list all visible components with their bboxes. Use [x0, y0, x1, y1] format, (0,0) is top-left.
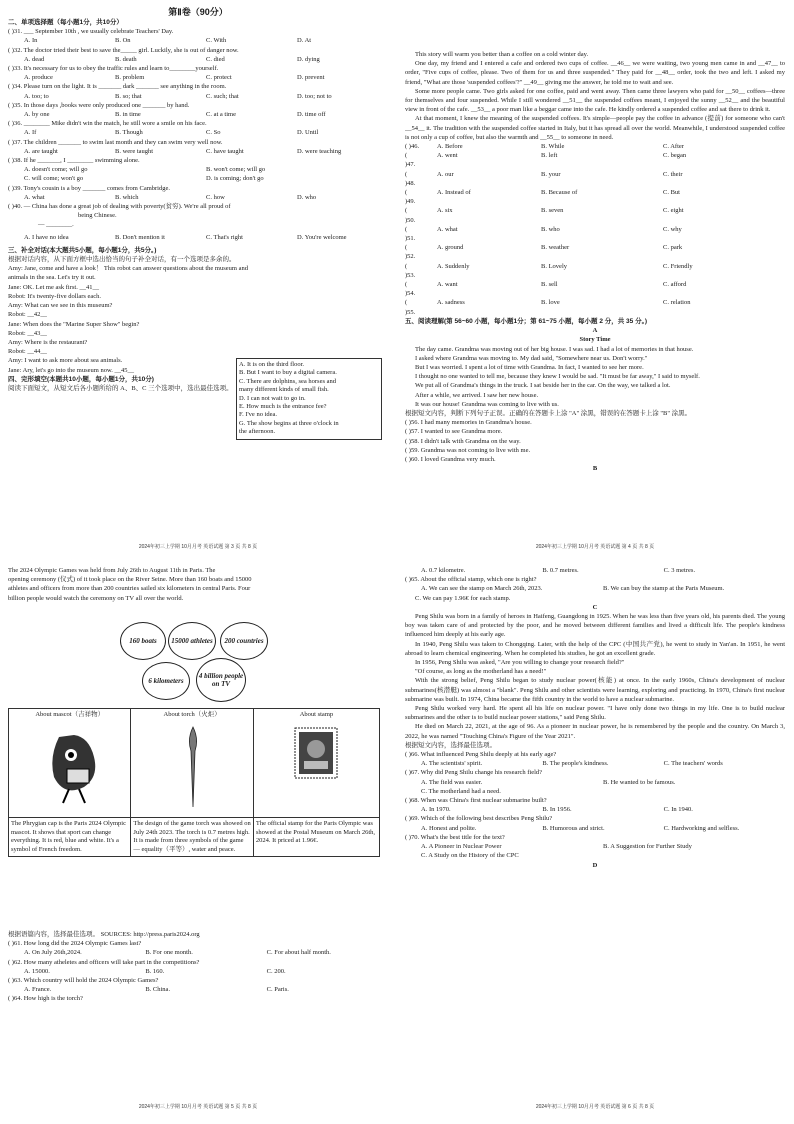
intro-line: billion people would watch the ceremony on TV all over the world. — [8, 594, 184, 602]
passage-paragraph: This story will warm you better than a coffee on a cold winter day. — [415, 51, 589, 58]
question-63: ( )63. Which country will hold the 2024 Olympic Games? — [8, 977, 159, 985]
cloze-option-row: ( )53. A. Suddenly B. Lovely C. Friendly — [405, 262, 693, 279]
options-66: A. The scientists' spirit. B. The people's kindness. C. The teachers' words — [421, 760, 723, 768]
options-36: A. If B. Though C. So D. Until — [24, 129, 319, 137]
mascot-cell — [9, 709, 131, 818]
passage-paragraph: At that moment, I knew the meaning of the suspended coffees. It's simple—people pay the coffee in advance (提前) for someone who can't __54__ it. The tradition with the suspended coffee started in Italy, but it has spread all over the world. Meanwhile, I understood suspended coffee is not only a cup of coffee, but also the warmth and __55__ to someone in need. — [405, 115, 785, 141]
dialog-line: Amy: What can we see in this museum? — [8, 302, 113, 310]
cloze-option-row: ( )46. A. Before B. While C. After — [405, 143, 684, 151]
options-63: A. France. B. China. C. Paris. — [24, 986, 289, 994]
box-option: B. But I want to buy a digital camera. — [239, 369, 337, 377]
question-32: ( )32. The doctor tried their best to save the_____ girl. Luckily, she is out of danger now. — [8, 46, 239, 54]
mascot-text: The Phrygian cap is the Paris 2024 Olympic mascot. It shows that sport can change everything. It is red, blue and white. It's a symbol of French freedom. — [9, 818, 131, 857]
mascot-header: About mascot（吉祥物） — [35, 711, 105, 718]
story-paragraph: I asked where Grandma was moving to. My dad said, "Somewhere near us. Don't worry." — [415, 354, 648, 362]
story-paragraph: We put all of Grandma's things in the truck. I sat beside her in the car. On the way, we talked a lot. — [415, 382, 671, 390]
text-paragraph: Peng Shilu worked very hard. He spent all his life on nuclear power. "I have only done two things in my life. One is to build nuclear submarines and the other is to build nuclear power stations," said Peng Shilu. — [405, 705, 785, 722]
question-38: ( )38. If he _______, I ________ swimming alone. — [8, 157, 140, 165]
dialog-line: Amy: I want to ask more about sea animals. — [8, 357, 123, 365]
cloze-option-row: ( )49. A. Instead of B. Because of C. But — [405, 189, 680, 206]
page-footer: 2024年初三上学期 10月月考 英语试题 第 4 页 共 8 页 — [535, 543, 655, 550]
dialog-line: Amy: Where is the restaurant? — [8, 338, 88, 346]
page-footer: 2024年初三上学期 10月月考 英语试题 第 3 页 共 8 页 — [138, 543, 258, 550]
story-paragraph: After a while, we arrived. I saw her new house. — [415, 391, 539, 399]
page-footer: 2024年初三上学期 10月月考 英语试题 第 5 页 共 8 页 — [138, 1103, 258, 1110]
question-40-reply: — ________. — [38, 221, 74, 229]
question-37: ( )37. The children _______ to swim last month and they can swim very well now. — [8, 138, 223, 146]
section-4-heading: 四、完形填空(本题共10小题，每小题1分，共10分) — [8, 375, 154, 383]
question-36: ( )36. ________ Mike didn't win the match, he still wore a smile on his face. — [8, 120, 207, 128]
intro-line: The 2024 Olympic Games was held from July 26th to August 11th in Paris. The — [8, 567, 216, 574]
box-option: many different kinds of small fish. — [239, 386, 329, 394]
question-34: ( )34. Please turn on the light. It is _______ dark _______ see anything in the room. — [8, 83, 227, 91]
box-option: F. I've no idea. — [239, 411, 278, 419]
dialog-line: Robot: __43__ — [8, 329, 47, 337]
fact-circle-boats: 160 boats — [120, 622, 166, 660]
question-70: ( )70. What's the best title for the text? — [405, 833, 505, 841]
text-paragraph: "Of course, as long as the motherland has a need!" — [415, 668, 547, 676]
peng-shilu-text — [405, 612, 785, 741]
options-70: A. A Pioneer in Nuclear Power B. A Suggestion for Further Study — [421, 843, 692, 851]
part-a-label: A — [592, 327, 598, 335]
box-option: D. I can not wait to go in. — [239, 394, 306, 402]
text-paragraph: In 1940, Peng Shilu was taken to Chongqing. Later, with the help of the CPC (中国共产党), he went to study in Yan'an. In 1951, he went abroad to learn chemical engineering. When he completed his studies, he got an excellent grade. — [405, 640, 785, 657]
question-35: ( )35. In those days ,books were only produced one _______ by hand. — [8, 101, 190, 109]
part-b-label: B — [592, 465, 598, 473]
text-paragraph: With the strong belief, Peng Shilu began to study nuclear power(核能) at once. In the early 1960s, China's development of nuclear submarines(核潜艇) was almost a "blank". Peng Shilu and other scientists were learning, exploring and practicing. In 1970, China's first nuclear submarine was built. In 1974, China became the fifth country in the world to have a nuclear submarine. — [405, 677, 785, 703]
stamp-cell — [253, 709, 379, 818]
dialog-line: Amy: Jane, come and have a look！ This robot can answer questions about the museum and — [8, 265, 248, 273]
tf-question: ( )57. I wanted to see Grandma more. — [405, 428, 503, 436]
options-32: A. dead B. death C. died D. dying — [24, 55, 320, 63]
dialog-line: Jane: Ary, let's go into the museum now. __45__ — [8, 366, 134, 374]
section-3-heading: 三、补全对话(本大题共5小题，每小题1分，共5分。) — [8, 246, 157, 254]
dialog — [8, 264, 248, 374]
question-40-cont: being Chinese. — [78, 212, 117, 220]
options-61: A. On July 26th,2024. B. For one month. C. For about half month. — [24, 949, 331, 957]
options-62: A. 15000. B. 160. C. 200. — [24, 967, 286, 975]
question-64: ( )64. How high is the torch? — [8, 995, 83, 1003]
part-d-label: D — [592, 861, 598, 869]
options-38b: C. will come; won't go D. is coming; don't go — [24, 175, 264, 183]
options-38a: A. doesn't come; will go B. won't come; will go — [24, 166, 266, 174]
sources-line: 根据语篇内容，选择最佳选项。 SOURCES: http://press.paris2024.org — [8, 931, 200, 938]
paper-title: 第Ⅱ卷（90分） — [168, 7, 228, 17]
cloze-option-row: ( )55. A. sadness B. love C. relation — [405, 299, 691, 316]
torch-text: The design of the game torch was showed on July 24th 2023. The torch is 0.7 metres high. It is made from three symbols of the game — equality（平等）, water and peace. — [131, 818, 253, 857]
cloze-option-row: ( )50. A. six B. seven C. eight — [405, 207, 684, 224]
options-box — [236, 358, 382, 440]
fact-circle-countries: 200 countries — [220, 622, 268, 660]
story-title: Story Time — [579, 336, 611, 344]
question-62: ( )62. How many atheletes and officers will take part in the competitions? — [8, 958, 200, 966]
story-paragraph: The day came. Grandma was moving out of her big house. I was sad. I had a lot of memories in that house. — [415, 345, 694, 353]
section-5-heading: 五、阅读理解(第 56~60 小题，每小题1分；第 61~75 小题，每小题 2 分，共 35 分。) — [405, 317, 647, 325]
box-option: the afternoon. — [239, 428, 276, 436]
fact-circle-athletes: 15000 athletes — [168, 622, 216, 660]
section-2-heading: 二、单项选择题（每小题1分，共10分） — [8, 19, 123, 26]
question-40: ( )40. — China has done a great job of dealing with poverty(贫穷). We're all proud of — [8, 203, 231, 211]
tf-question: ( )60. I loved Grandma very much. — [405, 455, 496, 463]
dialog-line: Jane: OK. Let me ask first. __41__ — [8, 283, 99, 291]
tf-instructions: 根据短文内容，判断下列句子正误。正确的在答题卡上涂 "A" 涂黑，错误的在答题卡上涂 "B" 涂黑。 — [405, 409, 692, 417]
options-34: A. too; to B. so; that C. such; that D. too; not to — [24, 92, 332, 100]
tf-question: ( )58. I didn't talk with Grandma on the way. — [405, 437, 521, 445]
question-66: ( )66. What influenced Peng Shilu deeply at his early age? — [405, 751, 557, 759]
text-paragraph: Peng Shilu was born in a family of heroes in Haifeng, Guangdong in 1925. When he was less than five years old, his parents died. The young boy was taken care of and protected by the poor, and he moved between different families and lived a difficult life. The people's kindness influenced him deeply at his early age. — [405, 613, 785, 639]
intro-line: athletes and officers from more than 200 countries sailed six kilometers in central Paris. Four — [8, 585, 251, 593]
tf-question: ( )56. I had many memories in Grandma's house. — [405, 419, 532, 427]
mascot-icon — [39, 727, 109, 807]
page-6 — [405, 566, 785, 1114]
question-67: ( )67. Why did Peng Shilu change his research field? — [405, 769, 543, 777]
option-70c: C. A Study on the History of the CPC — [421, 852, 519, 860]
options-37: A. are taught B. were taught C. have taught D. were teaching — [24, 147, 342, 155]
dialog-line: Robot: It's twenty-five dollars each. — [8, 292, 102, 300]
fact-circle-kilometers: 6 kilometers — [142, 662, 190, 700]
olympic-info-table — [8, 708, 380, 857]
tf-question: ( )59. Grandma was not coming to live with me. — [405, 446, 531, 454]
olympic-intro — [8, 566, 388, 603]
story-paragraph: I thought no one wanted to tell me, because they knew I would be sad. "It must be far away," I said to myself. — [415, 373, 700, 381]
options-31: A. In B. On C. With D. At — [24, 37, 312, 45]
page-3 — [8, 6, 388, 554]
text-paragraph: In 1956, Peng Shilu was asked, "Are you willing to change your research field?" — [415, 659, 625, 667]
cloze-option-row: ( )52. A. ground B. weather C. park — [405, 244, 683, 261]
stamp-text: The official stamp for the Paris Olympic was showed at the Postal Museum on March 26th, 2024. It priced at 1.96€. — [253, 818, 379, 857]
story-paragraph: But I was worried. I spent a lot of time with Grandma. In fact, I wanted to see her more. — [415, 363, 644, 371]
intro-line: opening ceremony (仪式) of it took place on the River Seine. More than 160 boats and 15000 — [8, 576, 252, 584]
page-5 — [8, 566, 388, 1114]
story-paragraph: It was our house! Grandma was coming to live with us. — [415, 400, 559, 408]
fact-circle-viewers: 4 billion people on TV — [196, 658, 246, 702]
options-67: A. The field was easier. B. He wanted to be famous. — [421, 778, 676, 786]
stamp-header: About stamp — [299, 711, 334, 718]
question-39: ( )39. Tony's cousin is a boy _______ comes from Cambridge. — [8, 184, 170, 192]
cloze-option-row: ( )54. A. want B. sell C. afford — [405, 281, 687, 298]
box-option: E. How much is the entrance fee? — [239, 403, 327, 411]
option-67c: C. The motherland had a need. — [421, 787, 501, 795]
dialog-line: Robot: __44__ — [8, 348, 47, 356]
question-69: ( )69. Which of the following best describes Peng Shilu? — [405, 815, 553, 823]
box-option: A. It is on the third floor. — [239, 361, 304, 368]
options-69: A. Honest and polite. B. Humorous and strict. C. Hardworking and selfless. — [421, 824, 740, 832]
olympic-questions — [8, 930, 388, 1004]
passage-paragraph: Some more people came. Two girls asked for one coffee, paid and went away. Then came three lawyers who paid for __50__ coffees—three for themselves and four suspended. While I still wondered __51__ the suspended coffees meant, I enjoyed the sunny __52__ and the beautiful view in front of the cafe. __53__ a poor man like a beggar came into the cafe. He kindly ordered a suspended coffee and sat there to drink it. — [405, 87, 785, 114]
question-61: ( )61. How long did the 2024 Olympic Games last? — [8, 940, 142, 948]
section-3-instructions: 根据对话内容，从下面方框中选出恰当的句子补全对话，有一个选项是多余的。 — [8, 256, 236, 264]
part-c-instructions: 根据短文内容，选择最佳选项。 — [405, 741, 496, 749]
options-68: A. In 1970. B. In 1956. C. In 1940. — [421, 806, 693, 814]
question-65: ( )65. About the official stamp, which one is right? — [405, 576, 537, 584]
question-31: ( )31. ___ September 10th , we usually celebrate Teachers' Day. — [8, 28, 174, 36]
options-65: A. We can see the stamp on March 26th, 2023. B. We can buy the stamp at the Paris Museum. — [421, 585, 725, 593]
page-4 — [405, 6, 785, 554]
dialog-line: Jane: When does the "Marine Super Show" begin? — [8, 320, 140, 328]
option-65c: C. We can pay 1.96€ for each stamp. — [415, 594, 511, 602]
dialog-line: Robot: __42__ — [8, 311, 47, 319]
question-68: ( )68. When was China's first nuclear submarine built? — [405, 797, 547, 805]
story-text — [405, 345, 785, 409]
page-footer: 2024年初三上学期 10月月考 英语试题 第 6 页 共 8 页 — [535, 1103, 655, 1110]
box-option: G. The show begins at three o'clock in — [239, 419, 339, 427]
options-39: A. what B. which C. how D. who — [24, 193, 317, 201]
passage-paragraph: One day, my friend and I entered a cafe and ordered two cups of coffee. __46__ we were waiting, two young men came in and __47__ to order, "Five cups of coffee, please. Two of them for us and three suspended." They paid for __48__ order, took the two and left. I asked my friend, "What are those 'suspended coffees'?" __49__ giving me the answer, he told me to wait and see. — [405, 60, 785, 86]
text-paragraph: He died on March 22, 2021, at the age of 96. As a pioneer in nuclear power, he is remembered by the people and the country. On March 3, 2022, he was named "Touching China's Figure of the Year 2021". — [405, 723, 785, 740]
section-4-instructions: 阅读下面短文，从短文后各小题所给的 A、B、C 三个选项中，选出最佳选项。 — [8, 384, 233, 392]
question-33: ( )33. It's necessary for us to obey the traffic rules and learn to________yourself. — [8, 65, 219, 73]
torch-header: About torch（火炬） — [163, 711, 221, 718]
cloze-option-row: ( )47. A. went B. left C. began — [405, 152, 687, 169]
cloze-option-row: ( )48. A. our B. your C. their — [405, 170, 683, 187]
torch-cell — [131, 709, 253, 818]
stamp-icon — [294, 727, 338, 779]
options-64: A. 0.7 kilometre. B. 0.7 metres. C. 3 metres. — [421, 567, 696, 574]
dialog-line: animals in the sea. Let's try it out. — [8, 274, 96, 282]
cloze-options — [405, 142, 785, 317]
part-c-label: C — [592, 603, 598, 611]
torch-icon — [183, 725, 203, 809]
cloze-passage — [405, 50, 785, 142]
box-option: C. There are dolphins, sea horses and — [239, 377, 336, 385]
options-35: A. by one B. in time C. at a time D. time off — [24, 111, 326, 119]
options-33: A. produce B. problem C. protect D. prevent — [24, 74, 325, 82]
cloze-option-row: ( )51. A. what B. who C. why — [405, 225, 682, 243]
options-40: A. I have no idea B. Don't mention it C. That's right D. You're welcome — [24, 233, 347, 241]
